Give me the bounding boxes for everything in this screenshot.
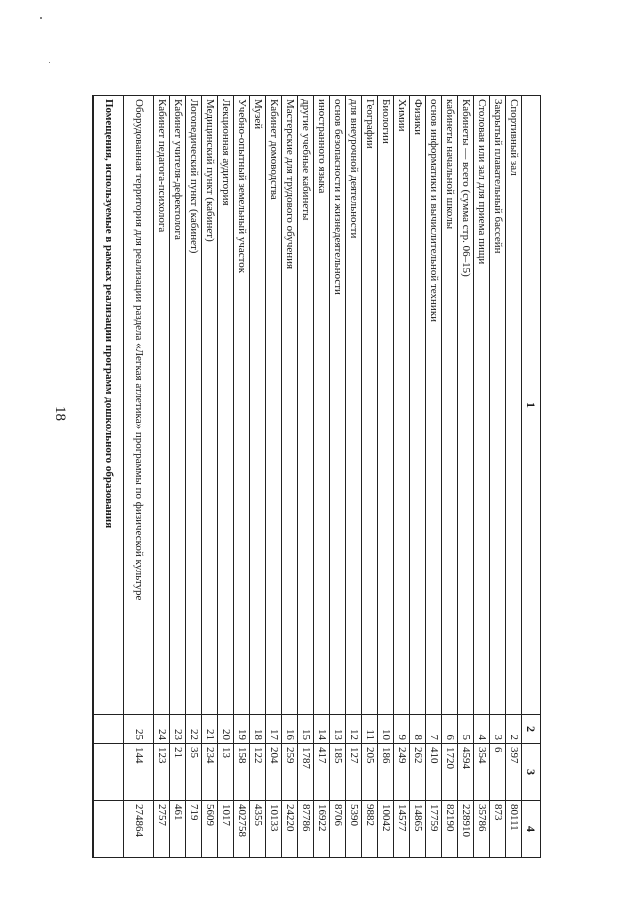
row-code: 22 [186, 715, 202, 744]
table-row [124, 96, 154, 858]
row-name: Учебно-опытный земельный участок [234, 96, 250, 715]
table-row [490, 96, 506, 858]
header-col-3: 3 [522, 744, 541, 801]
table-row [234, 96, 250, 858]
row-code: 24 [154, 715, 170, 744]
row-area: 24220 [282, 801, 298, 858]
row-code: 2 [506, 715, 522, 744]
table-row [410, 96, 426, 858]
row-area: 228910 [458, 801, 474, 858]
table-row [458, 96, 474, 858]
table-row [426, 96, 442, 858]
row-area: 2757 [154, 801, 170, 858]
row-quantity: 21 [170, 744, 186, 801]
row-name: Географии [362, 96, 378, 715]
row-name: Биологии [378, 96, 394, 715]
row-area: 10133 [266, 801, 282, 858]
row-quantity: 186 [378, 744, 394, 801]
row-code: 20 [218, 715, 234, 744]
row-quantity: 259 [282, 744, 298, 801]
filler-cell [93, 801, 94, 858]
row-area: 274864 [124, 801, 154, 858]
row-quantity: 185 [330, 744, 346, 801]
row-quantity: 417 [314, 744, 330, 801]
row-name: Спортивный зал [506, 96, 522, 715]
row-name: Кабинет учителя-дефектолога [170, 96, 186, 715]
row-quantity: 205 [362, 744, 378, 801]
row-code: 12 [346, 715, 362, 744]
row-code: 25 [124, 715, 154, 744]
row-code: 3 [490, 715, 506, 744]
row-quantity: 144 [124, 744, 154, 801]
row-name: Кабинет педагога-психолога [154, 96, 170, 715]
row-code: 14 [314, 715, 330, 744]
row-code: 21 [202, 715, 218, 744]
table-row [378, 96, 394, 858]
section-empty-cell [94, 744, 124, 801]
row-name: основ безопасности и жизнедеятельности [330, 96, 346, 715]
row-area: 5390 [346, 801, 362, 858]
row-quantity: 1787 [298, 744, 314, 801]
row-code: 11 [362, 715, 378, 744]
row-name: Мастерские для трудового обучения [282, 96, 298, 715]
row-quantity: 127 [346, 744, 362, 801]
scan-speck [49, 62, 50, 63]
table-row [218, 96, 234, 858]
row-code: 18 [250, 715, 266, 744]
row-name: основ информатики и вычислительной техники [426, 96, 442, 715]
row-name: Логопедический пункт (кабинет) [186, 96, 202, 715]
row-area: 873 [490, 801, 506, 858]
header-col-2: 2 [522, 715, 541, 744]
table-row [250, 96, 266, 858]
table-row [330, 96, 346, 858]
header-col-4: 4 [522, 801, 541, 858]
table-row [506, 96, 522, 858]
table-row [170, 96, 186, 858]
table-row [202, 96, 218, 858]
row-area: 80111 [506, 801, 522, 858]
row-area: 14577 [394, 801, 410, 858]
row-quantity: 122 [250, 744, 266, 801]
page-number: 18 [52, 406, 68, 421]
row-quantity: 204 [266, 744, 282, 801]
table-row [266, 96, 282, 858]
table-header-row [522, 96, 541, 858]
row-quantity: 397 [506, 744, 522, 801]
row-area: 10042 [378, 801, 394, 858]
row-name: Физики [410, 96, 426, 715]
row-area: 35786 [474, 801, 490, 858]
row-area: 1017 [218, 801, 234, 858]
row-name: Оборудованная территория для реализации раздела «Легкая атлетика» программы по физической культуре [124, 96, 154, 715]
row-name: иностранного языка [314, 96, 330, 715]
table-row [394, 96, 410, 858]
table-row [362, 96, 378, 858]
table-row [346, 96, 362, 858]
row-area: 82190 [442, 801, 458, 858]
row-code: 6 [442, 715, 458, 744]
row-code: 17 [266, 715, 282, 744]
row-area: 87786 [298, 801, 314, 858]
section-empty-cell [94, 715, 124, 744]
row-quantity: 6 [490, 744, 506, 801]
filler-cell [93, 96, 94, 715]
row-quantity: 4594 [458, 744, 474, 801]
row-area: 402758 [234, 801, 250, 858]
row-code: 15 [298, 715, 314, 744]
section-title: Помещения, используемые в рамках реализации программ дошкольного образования [94, 96, 124, 715]
table-row [154, 96, 170, 858]
row-name: Лекционная аудитория [218, 96, 234, 715]
rotated-table-container [99, 95, 541, 858]
section-empty-cell [94, 801, 124, 858]
row-quantity: 354 [474, 744, 490, 801]
row-code: 4 [474, 715, 490, 744]
table-row [186, 96, 202, 858]
row-area: 5609 [202, 801, 218, 858]
row-name: другие учебные кабинеты [298, 96, 314, 715]
row-quantity: 123 [154, 744, 170, 801]
row-code: 10 [378, 715, 394, 744]
row-name: Химии [394, 96, 410, 715]
row-code: 16 [282, 715, 298, 744]
row-area: 461 [170, 801, 186, 858]
row-code: 23 [170, 715, 186, 744]
section-header-row [94, 96, 124, 858]
table-row [314, 96, 330, 858]
row-quantity: 158 [234, 744, 250, 801]
header-col-1: 1 [522, 96, 541, 715]
row-name: Кабинет домоводства [266, 96, 282, 715]
row-name: Кабинеты — всего (сумма стр. 06–15) [458, 96, 474, 715]
row-name: Закрытый плавательный бассейн [490, 96, 506, 715]
table-row [282, 96, 298, 858]
row-name: для внеурочной деятельности [346, 96, 362, 715]
row-quantity: 410 [426, 744, 442, 801]
row-quantity: 35 [186, 744, 202, 801]
row-quantity: 13 [218, 744, 234, 801]
row-code: 8 [410, 715, 426, 744]
row-code: 9 [394, 715, 410, 744]
scan-speck [40, 17, 42, 19]
row-area: 719 [186, 801, 202, 858]
row-name: Медицинский пункт (кабинет) [202, 96, 218, 715]
row-code: 19 [234, 715, 250, 744]
row-quantity: 234 [202, 744, 218, 801]
table-row [442, 96, 458, 858]
row-name: Музей [250, 96, 266, 715]
filler-cell [93, 715, 94, 744]
table-row [474, 96, 490, 858]
row-area: 4355 [250, 801, 266, 858]
row-quantity: 262 [410, 744, 426, 801]
row-code: 13 [330, 715, 346, 744]
row-area: 16922 [314, 801, 330, 858]
row-quantity: 1720 [442, 744, 458, 801]
row-area: 17759 [426, 801, 442, 858]
filler-cell [93, 744, 94, 801]
row-code: 7 [426, 715, 442, 744]
row-area: 14865 [410, 801, 426, 858]
row-name: кабинеты начальной школы [442, 96, 458, 715]
row-name: Столовая или зал для приема пищи [474, 96, 490, 715]
table-row [298, 96, 314, 858]
row-area: 8706 [330, 801, 346, 858]
premises-table [92, 95, 541, 858]
row-quantity: 249 [394, 744, 410, 801]
row-code: 5 [458, 715, 474, 744]
table-filler-row [93, 96, 94, 858]
row-area: 9882 [362, 801, 378, 858]
